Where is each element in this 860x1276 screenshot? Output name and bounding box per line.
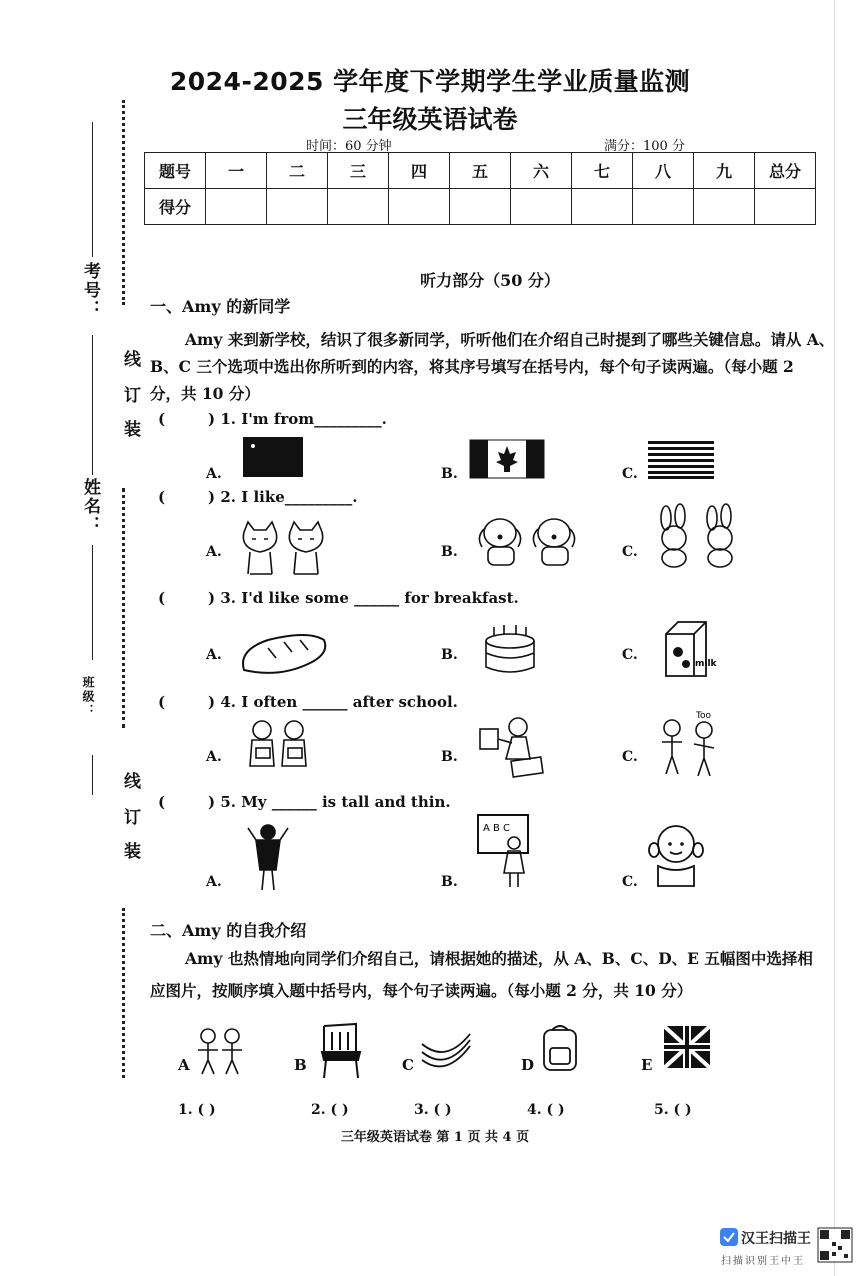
option-label: C.	[622, 544, 638, 560]
score-input-cell[interactable]	[206, 189, 267, 225]
milk-label: milk	[695, 659, 717, 669]
score-table-score-row	[145, 189, 816, 225]
question-text[interactable]: ) 3. I'd like some ______ for breakfast.	[208, 589, 519, 607]
exam-subtitle: 三年级英语试卷	[342, 105, 518, 134]
girl-face-image	[648, 818, 704, 890]
score-table-cell: 六	[511, 153, 572, 189]
name-label: 姓名：	[80, 478, 100, 535]
question-text[interactable]: ) 4. I often ______ after school.	[208, 693, 458, 711]
score-input-cell[interactable]	[328, 189, 389, 225]
score-table-cell: 得分	[145, 189, 206, 225]
exam-full-score: 满分：100 分	[604, 139, 685, 154]
question-paren: (	[158, 410, 166, 428]
binding-mark: 线	[120, 772, 140, 791]
class-fill-line	[92, 545, 93, 660]
binding-dotted-line	[122, 488, 125, 728]
two-girls-image	[192, 1024, 250, 1076]
score-table-cell: 二	[267, 153, 328, 189]
answer-blank[interactable]: 3. ( )	[414, 1102, 452, 1118]
score-table-cell: 九	[694, 153, 755, 189]
score-table-cell: 八	[633, 153, 694, 189]
rabbits-image	[654, 508, 744, 570]
option-label: C.	[622, 749, 638, 765]
watermark-sub: 扫描识别王中王	[721, 1256, 805, 1267]
option-label: B.	[441, 874, 458, 890]
question-paren: (	[158, 793, 166, 811]
picture-label: D	[521, 1056, 535, 1074]
qr-code-icon	[818, 1228, 852, 1264]
class-label: 班级：	[81, 676, 95, 718]
option-label: A.	[206, 874, 222, 890]
score-input-cell[interactable]	[511, 189, 572, 225]
page-footer: 三年级英语试卷 第 1 页 共 4 页	[340, 1130, 530, 1145]
hanwang-logo-icon	[720, 1228, 738, 1246]
usa-flag-image	[648, 441, 716, 481]
binding-mark: 订	[120, 808, 140, 827]
picture-label: A	[178, 1056, 190, 1074]
fill-line	[92, 755, 93, 795]
score-table-cell: 四	[389, 153, 450, 189]
score-table-cell: 七	[572, 153, 633, 189]
picture-label: C	[402, 1056, 414, 1074]
score-input-cell[interactable]	[694, 189, 755, 225]
score-table-cell: 三	[328, 153, 389, 189]
chair-image	[318, 1022, 364, 1080]
dogs-image	[474, 515, 584, 570]
teacher-image	[476, 813, 538, 889]
exam-no-label: 考号：	[80, 262, 100, 319]
binding-mark: 装	[120, 842, 140, 861]
part1-heading: 一、Amy 的新同学	[150, 297, 291, 316]
score-table-cell: 总分	[755, 153, 816, 189]
binding-dotted-line	[122, 908, 125, 1078]
name-fill-line	[92, 335, 93, 475]
answer-blank[interactable]: 5. ( )	[654, 1102, 692, 1118]
score-input-cell[interactable]	[389, 189, 450, 225]
option-label: C.	[622, 647, 638, 663]
exam-title: 2024-2025 学年度下学期学生学业质量监测	[169, 67, 691, 96]
score-input-cell[interactable]	[633, 189, 694, 225]
option-label: B.	[441, 647, 458, 663]
option-label: B.	[441, 749, 458, 765]
bananas-image	[418, 1030, 474, 1070]
part1-instruction: 分，共 10 分）	[150, 384, 260, 403]
cake-image	[482, 623, 540, 679]
kid-drawing-image	[478, 715, 550, 777]
backpack-image	[538, 1022, 584, 1074]
part2-instruction: Amy 也热情地向同学们介绍自己，请根据她的描述，从 A、B、C、D、E 五幅图中选择相	[185, 949, 813, 968]
option-label: A.	[206, 647, 222, 663]
exam-no-fill-line	[92, 122, 93, 257]
part2-heading: 二、Amy 的自我介绍	[150, 921, 307, 940]
binding-mark: 装	[120, 420, 140, 439]
option-label: A.	[206, 544, 222, 560]
canada-flag-image	[470, 440, 546, 480]
question-text[interactable]: ) 1. I'm from_________.	[208, 410, 387, 428]
part2-instruction: 应图片，按顺序填入题中括号内，每个句子读两遍。（每小题 2 分，共 10 分）	[150, 981, 693, 1000]
kids-reading-image	[246, 718, 312, 774]
cats-image	[240, 522, 330, 577]
tall-woman-image	[244, 822, 294, 892]
page-edge	[834, 0, 835, 1276]
china-flag-image	[243, 437, 305, 479]
score-table	[144, 152, 816, 225]
question-paren: (	[158, 589, 166, 607]
question-paren: (	[158, 693, 166, 711]
score-table-cell: 五	[450, 153, 511, 189]
score-input-cell[interactable]	[755, 189, 816, 225]
too-label: Too	[696, 711, 711, 721]
score-input-cell[interactable]	[572, 189, 633, 225]
binding-mark: 线	[120, 350, 140, 369]
score-input-cell[interactable]	[267, 189, 328, 225]
option-label: A.	[206, 466, 222, 482]
question-text[interactable]: ) 2. I like_________.	[208, 488, 358, 506]
score-input-cell[interactable]	[450, 189, 511, 225]
milk-carton-image	[660, 620, 717, 680]
binding-mark: 订	[120, 386, 140, 405]
bread-image	[238, 630, 330, 680]
answer-blank[interactable]: 4. ( )	[527, 1102, 565, 1118]
part1-instruction: B、C 三个选项中选出你所听到的内容，将其序号填写在括号内，每个句子读两遍。（每小题 2	[150, 357, 794, 376]
answer-blank[interactable]: 2. ( )	[311, 1102, 349, 1118]
uk-flag-image	[664, 1026, 712, 1070]
option-label: B.	[441, 466, 458, 482]
score-table-header-row	[145, 153, 816, 189]
abc-label: A B C	[483, 823, 511, 834]
question-paren: (	[158, 488, 166, 506]
picture-label: B	[294, 1056, 307, 1074]
option-label: B.	[441, 544, 458, 560]
kids-playing-image	[652, 708, 732, 780]
option-label: A.	[206, 749, 222, 765]
score-table-cell: 题号	[145, 153, 206, 189]
option-label: C.	[622, 874, 638, 890]
listening-heading: 听力部分（50 分）	[420, 271, 560, 290]
picture-label: E	[641, 1056, 653, 1074]
question-text[interactable]: ) 5. My ______ is tall and thin.	[208, 793, 451, 811]
option-label: C.	[622, 466, 638, 482]
answer-blank[interactable]: 1. ( )	[178, 1102, 216, 1118]
exam-time: 时间：60 分钟	[306, 139, 392, 154]
score-table-cell: 一	[206, 153, 267, 189]
part1-instruction: Amy 来到新学校，结识了很多新同学，听听他们在介绍自己时提到了哪些关键信息。请从 A、	[185, 330, 835, 349]
watermark-name: 汉王扫描王	[741, 1231, 811, 1247]
